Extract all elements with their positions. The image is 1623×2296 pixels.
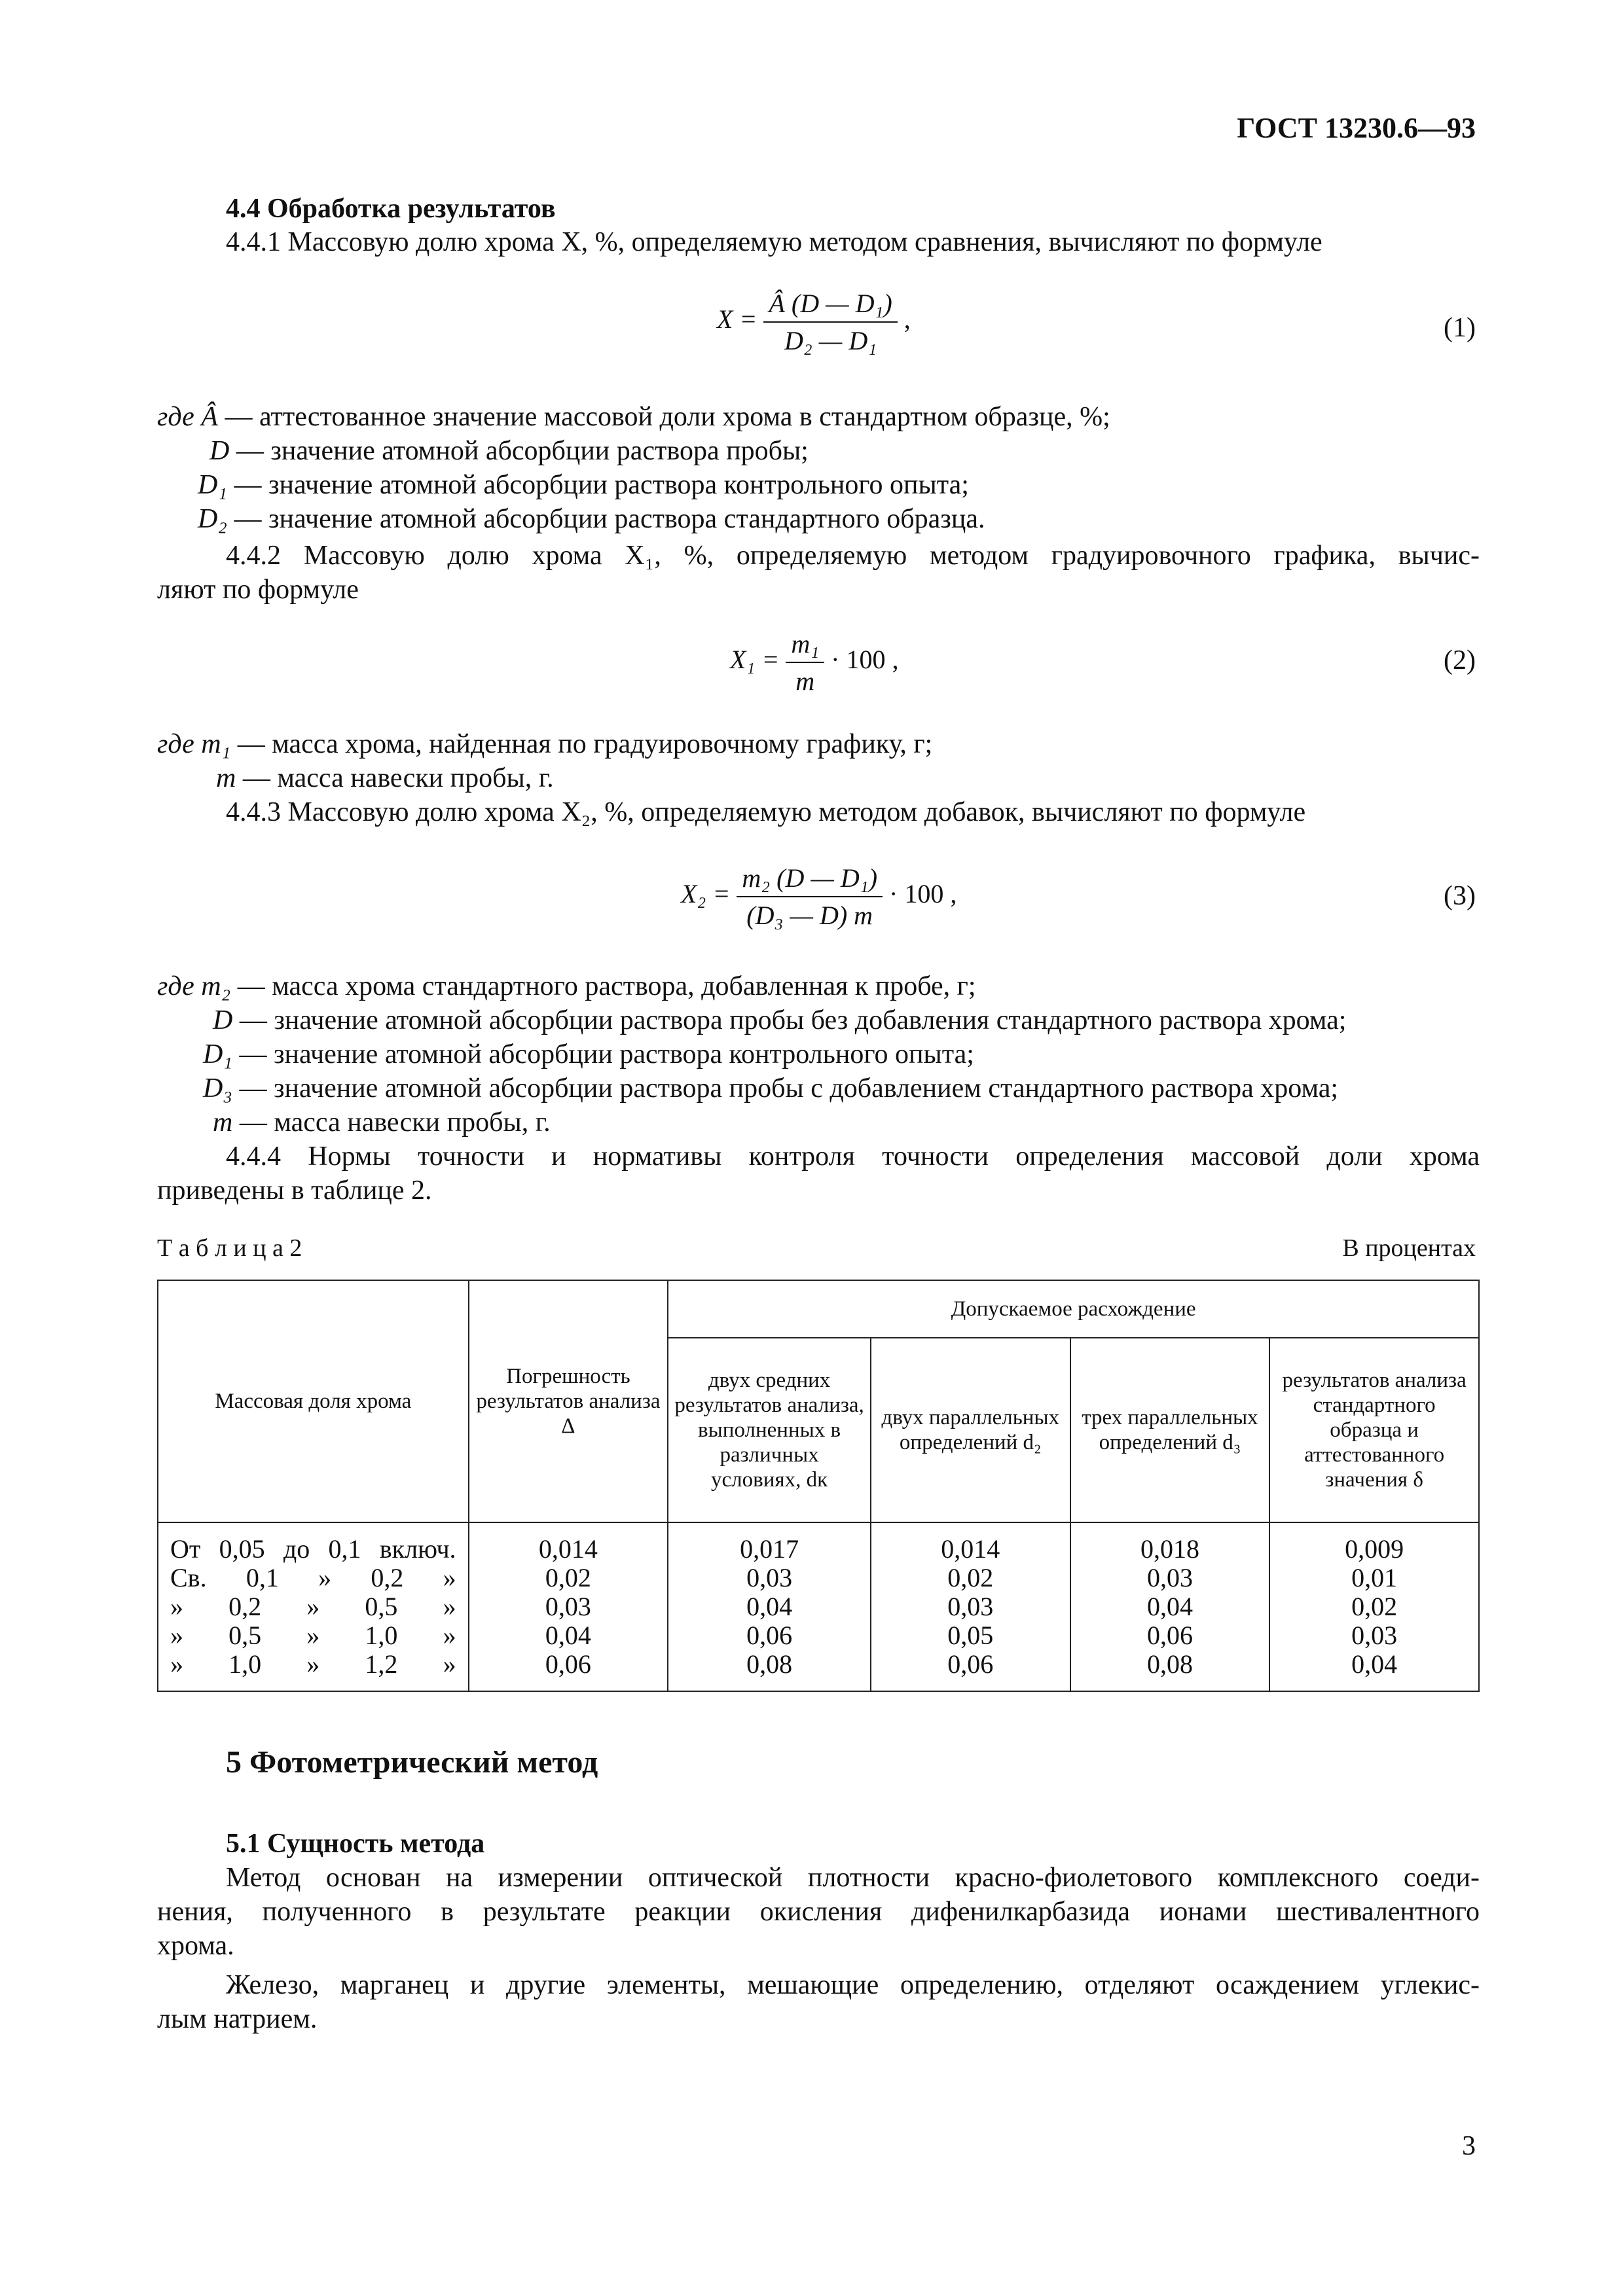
definition-text: — значение атомной абсорбции раствора контрольного опыта; [234, 470, 969, 500]
header-two-means: двух средних результатов анализа, выполненных в различных условиях, dк [668, 1338, 871, 1522]
definition-text: — масса навески пробы, г. [242, 763, 554, 793]
paragraph-4-4-4-line-1: 4.4.4 Нормы точности и нормативы контроля точности определения массовой доли хрома [226, 1141, 1480, 1172]
formula-2-fraction [786, 628, 824, 696]
paragraph-5-1-line-2: нения, полученного в результате реакции окисления дифенилкарбазида ионами шестивалентного [157, 1897, 1480, 1927]
header-mass-fraction: Массовая доля хрома [158, 1280, 469, 1522]
table-units: В процентах [1342, 1234, 1476, 1262]
mass-range-cell [158, 1522, 469, 1691]
formula-1-denominator: D₂ — D₁ [784, 326, 877, 355]
mass-range: » 1,0 » 1,2 » [170, 1649, 456, 1679]
definition-symbol: D₁ [198, 470, 227, 500]
document-header: ГОСТ 13230.6—93 [1237, 112, 1476, 144]
formula-2-denominator: m [795, 666, 815, 696]
mass-range: От 0,05 до 0,1 включ. [170, 1534, 456, 1564]
section-4-4-title: 4.4 Обработка результатов [226, 194, 556, 224]
definition-row [213, 1003, 1346, 1038]
paragraph-5-1-line-1: Метод основан на измерении оптической плотности красно-фиолетового комплексного соеди- [226, 1863, 1480, 1893]
paragraph-4-4-2-line-1: 4.4.2 Массовую долю хрома X₁, %, определяемую методом градуировочного графика, вычис- [226, 541, 1480, 571]
definition-text: — масса навески пробы, г. [239, 1107, 551, 1138]
paragraph-4-4-4-line-2: приведены в таблице 2. [157, 1175, 432, 1206]
definition-symbol: D [210, 436, 230, 466]
definition-row [203, 1037, 974, 1072]
definition-symbol: D₃ [203, 1073, 232, 1103]
definition-text: — значение атомной абсорбции раствора пробы без добавления стандартного раствора хрома; [239, 1005, 1347, 1035]
page-number: 3 [1462, 2131, 1476, 2161]
formula-1 [717, 288, 911, 356]
table-data-row [158, 1522, 1479, 1691]
equation-number-2: (2) [1444, 645, 1476, 675]
definition-symbol: m [216, 763, 236, 793]
formula-3-fraction [737, 863, 883, 931]
equation-number-3: (3) [1444, 881, 1476, 911]
header-error: Погрешность результатов анализа Δ [469, 1280, 668, 1522]
definition-text: — значение атомной абсорбции раствора стандартного образца. [234, 504, 985, 534]
paragraph-5-1b-line-1: Железо, марганец и другие элементы, мешающие определению, отделяют осаждением углекис- [226, 1970, 1480, 2000]
formula-3 [681, 863, 957, 931]
definition-symbol: где Â [157, 402, 218, 432]
formula-2-numerator: m₁ [786, 628, 824, 663]
equation-number-1: (1) [1444, 313, 1476, 343]
definition-row [203, 1071, 1338, 1106]
formula-2 [730, 628, 898, 696]
definition-text: — значение атомной абсорбции раствора пробы; [236, 436, 809, 466]
definition-row [157, 969, 976, 1004]
table-caption: Т а б л и ц а 2 [157, 1234, 302, 1262]
definition-symbol: где m₁ [157, 729, 231, 759]
paragraph-5-1b-line-2: лым натрием. [157, 2004, 318, 2034]
d3-column: 0,018 0,03 0,04 0,06 0,08 [1070, 1522, 1270, 1691]
formula-1-tail: , [903, 304, 911, 334]
definition-row [213, 1105, 551, 1140]
definition-row [157, 399, 1110, 435]
definition-text: — значение атомной абсорбции раствора контрольного опыта; [239, 1039, 974, 1069]
section-5-1-title: 5.1 Сущность метода [226, 1829, 485, 1859]
table-2 [157, 1280, 1480, 1692]
paragraph-4-4-3: 4.4.3 Массовую долю хрома X₂, %, определяемую методом добавок, вычисляют по формуле [226, 797, 1306, 827]
formula-3-tail: · 100 , [889, 879, 957, 909]
definition-text: — масса хрома, найденная по градуировочному графику, г; [237, 729, 933, 759]
table-header-row [158, 1280, 1479, 1338]
definition-symbol: D₁ [203, 1039, 232, 1069]
formula-2-tail: · 100 , [831, 645, 899, 675]
header-two-parallel: двух параллельных определений d₂ [871, 1338, 1070, 1522]
formula-1-lhs: X = [717, 304, 757, 334]
formula-1-fraction [763, 288, 897, 356]
definition-text: — масса хрома стандартного раствора, добавленная к пробе, г; [237, 971, 976, 1001]
paragraph-4-4-2-line-2: ляют по формуле [157, 575, 359, 605]
definition-row [198, 467, 969, 503]
header-allowed-divergence: Допускаемое расхождение [668, 1280, 1479, 1338]
delta-column: 0,009 0,01 0,02 0,03 0,04 [1269, 1522, 1479, 1691]
formula-2-lhs: X₁ = [730, 645, 780, 675]
d2-column: 0,014 0,02 0,03 0,05 0,06 [871, 1522, 1070, 1691]
paragraph-5-1-line-3: хрома. [157, 1931, 234, 1961]
header-standard-sample: результатов анализа стандартного образца и аттестованного значения δ [1269, 1338, 1479, 1522]
dk-column: 0,017 0,03 0,04 0,06 0,08 [668, 1522, 871, 1691]
mass-range: » 0,5 » 1,0 » [170, 1621, 456, 1650]
definition-row [210, 433, 809, 469]
definition-text: — значение атомной абсорбции раствора пробы с добавлением стандартного раствора хрома; [239, 1073, 1339, 1103]
formula-1-numerator: Â (D — D₁) [763, 288, 897, 323]
paragraph-4-4-1: 4.4.1 Массовую долю хрома X, %, определяемую методом сравнения, вычисляют по формуле [226, 227, 1322, 257]
error-column: 0,014 0,02 0,03 0,04 0,06 [469, 1522, 668, 1691]
definition-symbol: D₂ [198, 504, 227, 534]
definition-text: — аттестованное значение массовой доли хрома в стандартном образце, %; [225, 402, 1110, 432]
formula-3-denominator: (D₃ — D) m [746, 901, 873, 930]
definition-symbol: где m₂ [157, 971, 231, 1001]
definition-row [216, 761, 554, 796]
mass-range: Св. 0,1 » 0,2 » [170, 1563, 456, 1592]
formula-3-lhs: X₂ = [681, 879, 731, 909]
section-5-title: 5 Фотометрический метод [226, 1745, 598, 1780]
header-three-parallel: трех параллельных определений d₃ [1070, 1338, 1270, 1522]
definition-row [198, 501, 985, 537]
definition-row [157, 726, 932, 762]
definition-symbol: D [213, 1005, 233, 1035]
mass-range: » 0,2 » 0,5 » [170, 1592, 456, 1621]
definition-symbol: m [213, 1107, 233, 1138]
formula-3-numerator: m₂ (D — D₁) [737, 863, 883, 897]
